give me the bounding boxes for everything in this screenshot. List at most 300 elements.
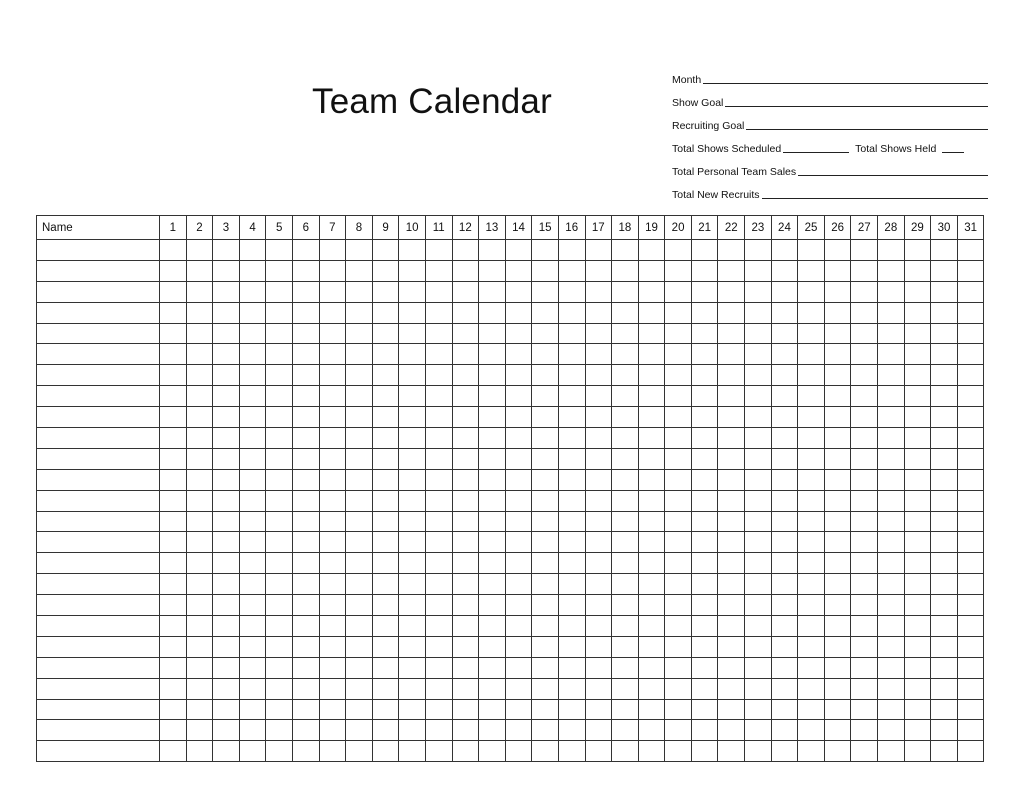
day-cell[interactable] [399, 741, 426, 762]
day-cell[interactable] [239, 344, 266, 365]
month-line[interactable] [703, 83, 988, 84]
day-cell[interactable] [851, 407, 878, 428]
day-cell[interactable] [505, 678, 532, 699]
day-cell[interactable] [638, 344, 665, 365]
day-cell[interactable] [346, 428, 373, 449]
day-cell[interactable] [824, 386, 851, 407]
day-cell[interactable] [745, 344, 772, 365]
day-cell[interactable] [957, 490, 984, 511]
day-cell[interactable] [904, 240, 931, 261]
day-cell[interactable] [292, 657, 319, 678]
day-cell[interactable] [824, 428, 851, 449]
name-cell[interactable] [37, 511, 160, 532]
day-cell[interactable] [851, 365, 878, 386]
day-cell[interactable] [425, 428, 452, 449]
day-cell[interactable] [319, 553, 346, 574]
day-cell[interactable] [878, 490, 905, 511]
day-cell[interactable] [558, 407, 585, 428]
day-cell[interactable] [186, 448, 213, 469]
day-cell[interactable] [585, 490, 612, 511]
day-cell[interactable] [904, 428, 931, 449]
day-cell[interactable] [612, 699, 639, 720]
day-cell[interactable] [532, 281, 559, 302]
day-cell[interactable] [824, 323, 851, 344]
day-cell[interactable] [452, 553, 479, 574]
day-cell[interactable] [266, 490, 293, 511]
day-cell[interactable] [878, 469, 905, 490]
day-cell[interactable] [851, 302, 878, 323]
day-cell[interactable] [160, 260, 187, 281]
day-cell[interactable] [558, 281, 585, 302]
day-cell[interactable] [612, 490, 639, 511]
day-cell[interactable] [558, 532, 585, 553]
day-cell[interactable] [532, 574, 559, 595]
day-cell[interactable] [346, 281, 373, 302]
day-cell[interactable] [346, 741, 373, 762]
day-cell[interactable] [292, 595, 319, 616]
day-cell[interactable] [532, 553, 559, 574]
day-cell[interactable] [638, 240, 665, 261]
day-cell[interactable] [638, 595, 665, 616]
day-cell[interactable] [691, 428, 718, 449]
day-cell[interactable] [505, 532, 532, 553]
day-cell[interactable] [452, 323, 479, 344]
day-cell[interactable] [213, 720, 240, 741]
day-cell[interactable] [186, 281, 213, 302]
day-cell[interactable] [665, 636, 692, 657]
day-cell[interactable] [505, 699, 532, 720]
day-cell[interactable] [532, 302, 559, 323]
day-cell[interactable] [931, 448, 958, 469]
day-cell[interactable] [425, 448, 452, 469]
day-cell[interactable] [798, 595, 825, 616]
day-cell[interactable] [186, 616, 213, 637]
day-cell[interactable] [372, 574, 399, 595]
day-cell[interactable] [292, 720, 319, 741]
day-cell[interactable] [239, 678, 266, 699]
day-cell[interactable] [346, 699, 373, 720]
day-cell[interactable] [558, 657, 585, 678]
day-cell[interactable] [479, 574, 506, 595]
day-cell[interactable] [771, 699, 798, 720]
day-cell[interactable] [638, 281, 665, 302]
day-cell[interactable] [585, 699, 612, 720]
day-cell[interactable] [824, 574, 851, 595]
day-cell[interactable] [239, 302, 266, 323]
day-cell[interactable] [532, 386, 559, 407]
day-cell[interactable] [798, 365, 825, 386]
day-cell[interactable] [691, 720, 718, 741]
day-cell[interactable] [160, 657, 187, 678]
day-cell[interactable] [665, 532, 692, 553]
day-cell[interactable] [585, 469, 612, 490]
day-cell[interactable] [824, 240, 851, 261]
day-cell[interactable] [558, 741, 585, 762]
day-cell[interactable] [665, 240, 692, 261]
day-cell[interactable] [425, 636, 452, 657]
day-cell[interactable] [372, 553, 399, 574]
day-cell[interactable] [160, 636, 187, 657]
day-cell[interactable] [931, 574, 958, 595]
day-cell[interactable] [505, 511, 532, 532]
day-cell[interactable] [798, 240, 825, 261]
day-cell[interactable] [638, 574, 665, 595]
day-cell[interactable] [771, 386, 798, 407]
day-cell[interactable] [479, 678, 506, 699]
day-cell[interactable] [160, 428, 187, 449]
day-cell[interactable] [665, 553, 692, 574]
day-cell[interactable] [904, 574, 931, 595]
day-cell[interactable] [851, 469, 878, 490]
day-cell[interactable] [532, 407, 559, 428]
day-cell[interactable] [292, 323, 319, 344]
day-cell[interactable] [213, 511, 240, 532]
day-cell[interactable] [824, 469, 851, 490]
day-cell[interactable] [878, 636, 905, 657]
day-cell[interactable] [798, 469, 825, 490]
day-cell[interactable] [638, 260, 665, 281]
day-cell[interactable] [452, 344, 479, 365]
day-cell[interactable] [425, 386, 452, 407]
day-cell[interactable] [585, 323, 612, 344]
day-cell[interactable] [292, 344, 319, 365]
day-cell[interactable] [771, 281, 798, 302]
day-cell[interactable] [931, 323, 958, 344]
day-cell[interactable] [452, 281, 479, 302]
day-cell[interactable] [319, 323, 346, 344]
day-cell[interactable] [452, 532, 479, 553]
name-cell[interactable] [37, 407, 160, 428]
day-cell[interactable] [505, 344, 532, 365]
day-cell[interactable] [931, 657, 958, 678]
day-cell[interactable] [160, 553, 187, 574]
day-cell[interactable] [691, 386, 718, 407]
day-cell[interactable] [691, 490, 718, 511]
day-cell[interactable] [798, 260, 825, 281]
day-cell[interactable] [266, 407, 293, 428]
day-cell[interactable] [425, 469, 452, 490]
day-cell[interactable] [824, 448, 851, 469]
day-cell[interactable] [266, 260, 293, 281]
day-cell[interactable] [160, 741, 187, 762]
day-cell[interactable] [612, 386, 639, 407]
day-cell[interactable] [558, 260, 585, 281]
day-cell[interactable] [691, 595, 718, 616]
day-cell[interactable] [585, 678, 612, 699]
day-cell[interactable] [718, 720, 745, 741]
day-cell[interactable] [292, 511, 319, 532]
day-cell[interactable] [585, 344, 612, 365]
day-cell[interactable] [266, 469, 293, 490]
day-cell[interactable] [479, 302, 506, 323]
day-cell[interactable] [160, 365, 187, 386]
day-cell[interactable] [745, 720, 772, 741]
day-cell[interactable] [266, 302, 293, 323]
day-cell[interactable] [479, 741, 506, 762]
day-cell[interactable] [558, 302, 585, 323]
day-cell[interactable] [186, 365, 213, 386]
day-cell[interactable] [479, 386, 506, 407]
day-cell[interactable] [691, 699, 718, 720]
day-cell[interactable] [851, 595, 878, 616]
day-cell[interactable] [479, 553, 506, 574]
day-cell[interactable] [399, 720, 426, 741]
recruiting-goal-field[interactable] [672, 116, 988, 132]
day-cell[interactable] [771, 344, 798, 365]
day-cell[interactable] [638, 407, 665, 428]
day-cell[interactable] [319, 720, 346, 741]
day-cell[interactable] [665, 657, 692, 678]
day-cell[interactable] [957, 636, 984, 657]
day-cell[interactable] [931, 678, 958, 699]
day-cell[interactable] [824, 553, 851, 574]
day-cell[interactable] [931, 741, 958, 762]
day-cell[interactable] [239, 511, 266, 532]
day-cell[interactable] [612, 574, 639, 595]
day-cell[interactable] [798, 407, 825, 428]
day-cell[interactable] [585, 302, 612, 323]
day-cell[interactable] [745, 365, 772, 386]
day-cell[interactable] [558, 678, 585, 699]
day-cell[interactable] [319, 616, 346, 637]
day-cell[interactable] [239, 323, 266, 344]
day-cell[interactable] [372, 240, 399, 261]
day-cell[interactable] [452, 365, 479, 386]
day-cell[interactable] [425, 407, 452, 428]
day-cell[interactable] [186, 511, 213, 532]
day-cell[interactable] [798, 616, 825, 637]
day-cell[interactable] [878, 386, 905, 407]
day-cell[interactable] [266, 511, 293, 532]
day-cell[interactable] [878, 511, 905, 532]
day-cell[interactable] [931, 240, 958, 261]
day-cell[interactable] [904, 657, 931, 678]
day-cell[interactable] [638, 365, 665, 386]
day-cell[interactable] [798, 574, 825, 595]
day-cell[interactable] [585, 260, 612, 281]
day-cell[interactable] [851, 281, 878, 302]
day-cell[interactable] [186, 636, 213, 657]
day-cell[interactable] [186, 240, 213, 261]
day-cell[interactable] [319, 741, 346, 762]
day-cell[interactable] [372, 636, 399, 657]
day-cell[interactable] [186, 678, 213, 699]
day-cell[interactable] [213, 699, 240, 720]
day-cell[interactable] [718, 574, 745, 595]
day-cell[interactable] [585, 365, 612, 386]
day-cell[interactable] [824, 741, 851, 762]
day-cell[interactable] [479, 720, 506, 741]
day-cell[interactable] [239, 365, 266, 386]
day-cell[interactable] [213, 281, 240, 302]
day-cell[interactable] [931, 532, 958, 553]
day-cell[interactable] [346, 344, 373, 365]
day-cell[interactable] [638, 448, 665, 469]
day-cell[interactable] [425, 678, 452, 699]
day-cell[interactable] [691, 657, 718, 678]
day-cell[interactable] [851, 448, 878, 469]
day-cell[interactable] [612, 511, 639, 532]
day-cell[interactable] [239, 532, 266, 553]
day-cell[interactable] [186, 553, 213, 574]
day-cell[interactable] [691, 553, 718, 574]
day-cell[interactable] [532, 240, 559, 261]
day-cell[interactable] [213, 553, 240, 574]
day-cell[interactable] [266, 574, 293, 595]
day-cell[interactable] [878, 428, 905, 449]
day-cell[interactable] [452, 428, 479, 449]
day-cell[interactable] [239, 240, 266, 261]
day-cell[interactable] [745, 553, 772, 574]
day-cell[interactable] [372, 720, 399, 741]
day-cell[interactable] [771, 532, 798, 553]
day-cell[interactable] [824, 616, 851, 637]
day-cell[interactable] [585, 511, 612, 532]
day-cell[interactable] [399, 574, 426, 595]
day-cell[interactable] [479, 532, 506, 553]
day-cell[interactable] [691, 741, 718, 762]
day-cell[interactable] [346, 469, 373, 490]
day-cell[interactable] [399, 616, 426, 637]
day-cell[interactable] [319, 678, 346, 699]
day-cell[interactable] [771, 678, 798, 699]
day-cell[interactable] [479, 323, 506, 344]
name-cell[interactable] [37, 302, 160, 323]
day-cell[interactable] [479, 448, 506, 469]
day-cell[interactable] [745, 428, 772, 449]
day-cell[interactable] [931, 344, 958, 365]
day-cell[interactable] [186, 574, 213, 595]
day-cell[interactable] [160, 240, 187, 261]
day-cell[interactable] [745, 260, 772, 281]
day-cell[interactable] [718, 511, 745, 532]
day-cell[interactable] [532, 260, 559, 281]
day-cell[interactable] [878, 741, 905, 762]
day-cell[interactable] [505, 553, 532, 574]
name-cell[interactable] [37, 469, 160, 490]
day-cell[interactable] [292, 490, 319, 511]
day-cell[interactable] [505, 616, 532, 637]
day-cell[interactable] [851, 511, 878, 532]
name-cell[interactable] [37, 386, 160, 407]
day-cell[interactable] [372, 678, 399, 699]
day-cell[interactable] [824, 678, 851, 699]
day-cell[interactable] [372, 616, 399, 637]
day-cell[interactable] [160, 511, 187, 532]
day-cell[interactable] [372, 490, 399, 511]
day-cell[interactable] [372, 595, 399, 616]
day-cell[interactable] [452, 448, 479, 469]
day-cell[interactable] [479, 344, 506, 365]
name-cell[interactable] [37, 532, 160, 553]
day-cell[interactable] [851, 240, 878, 261]
day-cell[interactable] [346, 678, 373, 699]
day-cell[interactable] [745, 469, 772, 490]
day-cell[interactable] [612, 323, 639, 344]
day-cell[interactable] [479, 281, 506, 302]
day-cell[interactable] [186, 657, 213, 678]
day-cell[interactable] [452, 678, 479, 699]
day-cell[interactable] [585, 657, 612, 678]
day-cell[interactable] [745, 616, 772, 637]
day-cell[interactable] [957, 428, 984, 449]
day-cell[interactable] [213, 678, 240, 699]
day-cell[interactable] [904, 636, 931, 657]
day-cell[interactable] [771, 260, 798, 281]
day-cell[interactable] [346, 260, 373, 281]
day-cell[interactable] [612, 302, 639, 323]
day-cell[interactable] [931, 386, 958, 407]
day-cell[interactable] [771, 302, 798, 323]
day-cell[interactable] [425, 511, 452, 532]
day-cell[interactable] [878, 260, 905, 281]
day-cell[interactable] [878, 407, 905, 428]
day-cell[interactable] [691, 281, 718, 302]
day-cell[interactable] [372, 365, 399, 386]
day-cell[interactable] [612, 678, 639, 699]
day-cell[interactable] [718, 260, 745, 281]
day-cell[interactable] [957, 574, 984, 595]
day-cell[interactable] [558, 490, 585, 511]
day-cell[interactable] [904, 344, 931, 365]
day-cell[interactable] [904, 281, 931, 302]
day-cell[interactable] [479, 260, 506, 281]
day-cell[interactable] [585, 741, 612, 762]
day-cell[interactable] [425, 281, 452, 302]
day-cell[interactable] [745, 595, 772, 616]
day-cell[interactable] [691, 448, 718, 469]
day-cell[interactable] [479, 511, 506, 532]
day-cell[interactable] [425, 532, 452, 553]
day-cell[interactable] [771, 323, 798, 344]
day-cell[interactable] [931, 720, 958, 741]
day-cell[interactable] [452, 720, 479, 741]
day-cell[interactable] [851, 574, 878, 595]
day-cell[interactable] [745, 240, 772, 261]
day-cell[interactable] [824, 636, 851, 657]
day-cell[interactable] [425, 741, 452, 762]
day-cell[interactable] [931, 511, 958, 532]
day-cell[interactable] [160, 302, 187, 323]
day-cell[interactable] [505, 260, 532, 281]
day-cell[interactable] [851, 741, 878, 762]
day-cell[interactable] [612, 448, 639, 469]
day-cell[interactable] [851, 532, 878, 553]
day-cell[interactable] [612, 260, 639, 281]
day-cell[interactable] [824, 365, 851, 386]
day-cell[interactable] [585, 532, 612, 553]
day-cell[interactable] [425, 616, 452, 637]
day-cell[interactable] [771, 407, 798, 428]
day-cell[interactable] [292, 428, 319, 449]
day-cell[interactable] [505, 741, 532, 762]
day-cell[interactable] [771, 240, 798, 261]
day-cell[interactable] [399, 532, 426, 553]
day-cell[interactable] [824, 720, 851, 741]
day-cell[interactable] [399, 323, 426, 344]
day-cell[interactable] [292, 386, 319, 407]
day-cell[interactable] [239, 699, 266, 720]
day-cell[interactable] [479, 407, 506, 428]
day-cell[interactable] [186, 741, 213, 762]
day-cell[interactable] [399, 469, 426, 490]
day-cell[interactable] [771, 365, 798, 386]
name-cell[interactable] [37, 323, 160, 344]
day-cell[interactable] [399, 281, 426, 302]
day-cell[interactable] [638, 741, 665, 762]
day-cell[interactable] [612, 553, 639, 574]
day-cell[interactable] [691, 302, 718, 323]
